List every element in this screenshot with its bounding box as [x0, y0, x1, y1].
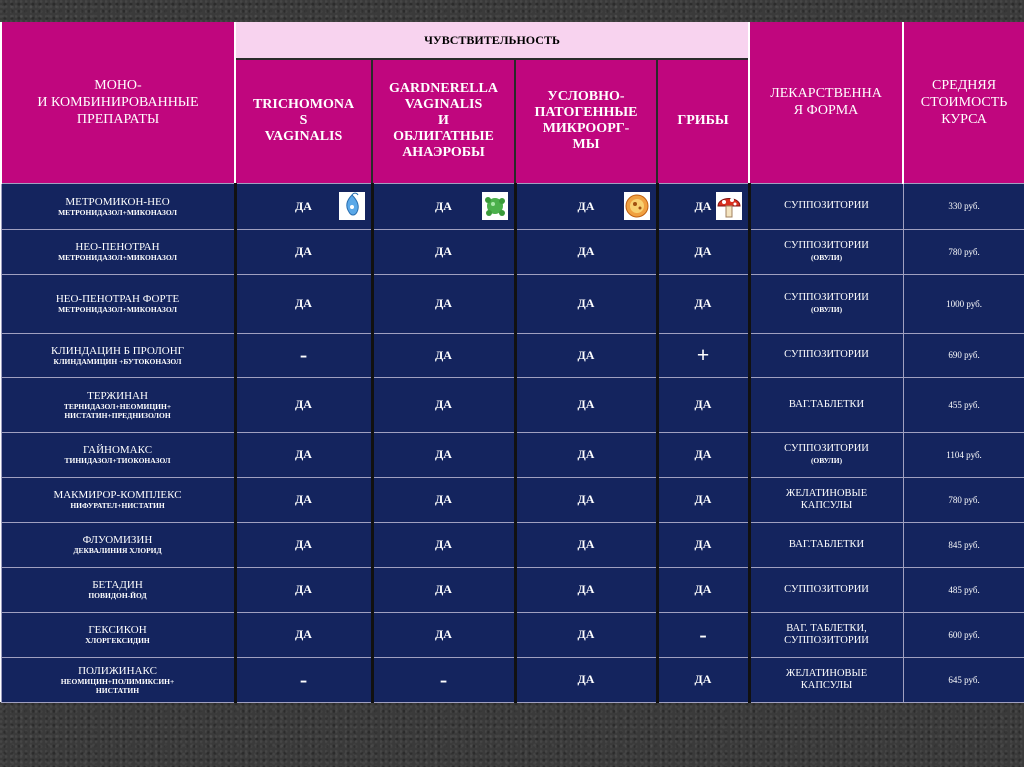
- drug-name: НЕО-ПЕНОТРАН ФОРТЕ: [55, 293, 180, 305]
- trichomonas-icon: [339, 192, 365, 220]
- header-sensitivity: [235, 22, 749, 59]
- header-fungi-text: ГРИБЫ: [677, 113, 729, 129]
- course-cost: 780 руб.: [903, 229, 1024, 274]
- drug-composition: КЛИНДАМИЦИН +БУТОКОНАЗОЛ: [53, 356, 182, 366]
- sensitivity-value: ДА: [295, 447, 312, 461]
- header-form: [749, 22, 903, 183]
- table-row: [1, 612, 1024, 657]
- table-row: [1, 432, 1024, 477]
- dosage-form-cell: [749, 377, 903, 432]
- sensitivity-value: ДА: [577, 198, 595, 213]
- course-cost: 845 руб.: [903, 522, 1024, 567]
- sensitivity-cell: [372, 183, 515, 229]
- sensitivity-value: ДА: [577, 672, 595, 686]
- sensitivity-cell: [235, 567, 372, 612]
- table-row: [1, 477, 1024, 522]
- course-cost: 485 руб.: [903, 567, 1024, 612]
- sensitivity-cell: [372, 432, 515, 477]
- drug-composition: НИФУРАТЕЛ+НИСТАТИН: [70, 501, 165, 510]
- sensitivity-value: -: [699, 621, 707, 647]
- sensitivity-value: ДА: [694, 296, 712, 310]
- dosage-form: СУППОЗИТОРИИ: [784, 239, 869, 251]
- sensitivity-value: ДА: [694, 397, 712, 411]
- sensitivity-cell: [657, 477, 749, 522]
- dosage-form: СУППОЗИТОРИИ: [784, 291, 869, 303]
- sensitivity-cell: [515, 274, 657, 333]
- drug-composition: ПОВИДОН-ЙОД: [88, 591, 147, 600]
- header-gardnerella: [372, 59, 515, 183]
- sensitivity-value: ДА: [295, 198, 312, 213]
- sensitivity-value: ДА: [435, 397, 452, 411]
- drug-name-cell: [1, 377, 235, 432]
- drug-name: МЕТРОМИКОН-НЕО: [65, 195, 170, 208]
- bacteria-icon: [482, 192, 508, 220]
- sensitivity-cell: [235, 657, 372, 702]
- slide: [0, 22, 1024, 702]
- course-cost: 645 руб.: [903, 657, 1024, 702]
- drug-composition: ТЕРНИДАЗОЛ+НЕОМИЦИН+ НИСТАТИН+ПРЕДНИЗОЛОН: [63, 401, 172, 420]
- sensitivity-value: ДА: [577, 296, 595, 310]
- sensitivity-cell: [515, 377, 657, 432]
- dosage-form-cell: [749, 183, 903, 229]
- sensitivity-value: ДА: [295, 537, 312, 551]
- drug-composition: ХЛОРГЕКСИДИН: [85, 636, 150, 645]
- sensitivity-value: -: [439, 666, 448, 692]
- table-row: [1, 274, 1024, 333]
- sensitivity-cell: [372, 274, 515, 333]
- sensitivity-value: ДА: [694, 492, 712, 506]
- header-conditional-text: УСЛОВНО- ПАТОГЕННЫЕ МИКРООРГ- МЫ: [534, 89, 638, 153]
- drug-composition: МЕТРОНИДАЗОЛ+МИКОНАЗОЛ: [58, 253, 177, 262]
- drug-name: ГЕКСИКОН: [88, 624, 147, 636]
- sensitivity-cell: [235, 612, 372, 657]
- sensitivity-value: ДА: [295, 296, 312, 310]
- dosage-form-cell: [749, 333, 903, 377]
- drug-name: БЕТАДИН: [92, 579, 143, 591]
- drug-name-cell: [1, 229, 235, 274]
- sensitivity-cell: [657, 567, 749, 612]
- sensitivity-value: ДА: [435, 347, 452, 362]
- sensitivity-value: ДА: [577, 447, 595, 461]
- sensitivity-value: ДА: [577, 492, 595, 506]
- table-row: [1, 333, 1024, 377]
- sensitivity-cell: [372, 657, 515, 702]
- sensitivity-value: ДА: [577, 347, 595, 362]
- drug-name-cell: [1, 657, 235, 702]
- sensitivity-cell: [235, 274, 372, 333]
- drug-name-cell: [1, 477, 235, 522]
- drug-name-cell: [1, 432, 235, 477]
- sensitivity-value: ДА: [577, 244, 595, 258]
- sensitivity-cell: [515, 477, 657, 522]
- header-drugs: [1, 22, 235, 183]
- sensitivity-cell: [657, 522, 749, 567]
- sensitivity-value: ДА: [295, 582, 312, 596]
- sensitivity-value: ДА: [295, 397, 312, 411]
- sensitivity-value: ДА: [295, 627, 312, 641]
- dosage-form-cell: [749, 657, 903, 702]
- dosage-form-cell: [749, 274, 903, 333]
- sensitivity-value: ДА: [435, 582, 452, 596]
- sensitivity-cell: [657, 183, 749, 229]
- course-cost: 1104 руб.: [903, 432, 1024, 477]
- dosage-form: ЖЕЛАТИНОВЫЕ КАПСУЛЫ: [785, 487, 868, 511]
- dosage-form-note: (ОВУЛИ): [810, 304, 843, 314]
- sensitivity-value: ДА: [435, 627, 452, 641]
- sensitivity-value: ДА: [577, 397, 595, 411]
- dosage-form-cell: [749, 477, 903, 522]
- drug-name: ФЛУОМИЗИН: [82, 534, 153, 546]
- sensitivity-cell: [657, 657, 749, 702]
- sensitivity-cell: [372, 567, 515, 612]
- sensitivity-value: ДА: [577, 627, 595, 641]
- sensitivity-value: ДА: [295, 244, 312, 258]
- sensitivity-value: +: [696, 342, 710, 367]
- dosage-form: ЖЕЛАТИНОВЫЕ КАПСУЛЫ: [785, 667, 868, 691]
- drug-composition: МЕТРОНИДАЗОЛ+МИКОНАЗОЛ: [58, 305, 177, 314]
- sensitivity-cell: [657, 432, 749, 477]
- dosage-form-cell: [749, 522, 903, 567]
- drug-name-cell: [1, 522, 235, 567]
- sensitivity-cell: [235, 377, 372, 432]
- drug-name: ГАЙНОМАКС: [82, 444, 153, 456]
- drug-name: ТЕРЖИНАН: [87, 389, 148, 402]
- drug-name-cell: [1, 274, 235, 333]
- sensitivity-value: ДА: [435, 537, 452, 551]
- sensitivity-cell: [515, 522, 657, 567]
- header-drugs-text: МОНО- И КОМБИНИРОВАННЫЕ ПРЕПАРАТЫ: [37, 77, 199, 127]
- drug-name: ПОЛИЖИНАКС: [78, 664, 157, 677]
- sensitivity-value: ДА: [694, 672, 712, 686]
- header-fungi: [657, 59, 749, 183]
- microorganism-icon: [624, 192, 650, 220]
- sensitivity-cell: [372, 522, 515, 567]
- sensitivity-value: -: [299, 666, 308, 692]
- drug-name: МАКМИРОР-КОМПЛЕКС: [53, 489, 182, 501]
- drug-composition: МЕТРОНИДАЗОЛ+МИКОНАЗОЛ: [58, 207, 177, 217]
- header-cost: [903, 22, 1024, 183]
- dosage-form: ВАГ.ТАБЛЕТКИ: [788, 538, 865, 550]
- table-row: [1, 183, 1024, 229]
- table-row: [1, 377, 1024, 432]
- mushroom-icon: [716, 192, 742, 220]
- sensitivity-cell: [372, 477, 515, 522]
- sensitivity-cell: [657, 377, 749, 432]
- sensitivity-cell: [657, 612, 749, 657]
- table-row: [1, 657, 1024, 702]
- dosage-form-note: (ОВУЛИ): [810, 455, 843, 465]
- sensitivity-cell: [235, 477, 372, 522]
- table-row: [1, 567, 1024, 612]
- sensitivity-value: -: [299, 342, 308, 367]
- course-cost: 780 руб.: [903, 477, 1024, 522]
- header-gardnerella-text: GARDNERELLA VAGINALIS И ОБЛИГАТНЫЕ АНАЭРОБЫ: [389, 81, 498, 161]
- course-cost: 690 руб.: [903, 333, 1024, 377]
- drug-name-cell: [1, 612, 235, 657]
- sensitivity-value: ДА: [295, 492, 312, 506]
- drug-comparison-table: [0, 22, 1024, 703]
- sensitivity-value: ДА: [577, 537, 595, 551]
- header-trichomonas-text: TRICHOMONA S VAGINALIS: [252, 97, 355, 145]
- drug-name-cell: [1, 183, 235, 229]
- sensitivity-value: ДА: [435, 198, 452, 213]
- table-row: [1, 229, 1024, 274]
- sensitivity-cell: [235, 432, 372, 477]
- drug-name: НЕО-ПЕНОТРАН: [75, 241, 160, 253]
- sensitivity-value: ДА: [694, 447, 712, 461]
- header-sensitivity-text: ЧУВСТВИТЕЛЬНОСТЬ: [424, 32, 560, 47]
- header-trichomonas: [235, 59, 372, 183]
- course-cost: 330 руб.: [903, 183, 1024, 229]
- header-form-text: ЛЕКАРСТВЕННА Я ФОРМА: [770, 86, 882, 119]
- sensitivity-value: ДА: [435, 447, 452, 461]
- header-cost-text: СРЕДНЯЯ СТОИМОСТЬ КУРСА: [920, 77, 1008, 127]
- sensitivity-cell: [515, 432, 657, 477]
- dosage-form: СУППОЗИТОРИИ: [784, 442, 869, 454]
- sensitivity-cell: [515, 229, 657, 274]
- drug-composition: ДЕКВАЛИНИЯ ХЛОРИД: [73, 546, 162, 555]
- drug-name: КЛИНДАЦИН Б ПРОЛОНГ: [50, 344, 185, 357]
- sensitivity-cell: [515, 567, 657, 612]
- sensitivity-value: ДА: [694, 198, 712, 213]
- header-conditional: [515, 59, 657, 183]
- drug-name-cell: [1, 333, 235, 377]
- sensitivity-value: ДА: [435, 492, 452, 506]
- table-row: [1, 522, 1024, 567]
- dosage-form-note: (ОВУЛИ): [810, 252, 843, 262]
- course-cost: 1000 руб.: [903, 274, 1024, 333]
- course-cost: 455 руб.: [903, 377, 1024, 432]
- dosage-form: ВАГ. ТАБЛЕТКИ, СУППОЗИТОРИИ: [784, 622, 869, 646]
- sensitivity-value: ДА: [435, 296, 452, 310]
- sensitivity-cell: [235, 229, 372, 274]
- sensitivity-cell: [515, 657, 657, 702]
- drug-composition: НЕОМИЦИН+ПОЛИМИКСИН+ НИСТАТИН: [60, 676, 175, 695]
- drug-composition: ТИНИДАЗОЛ+ТИОКОНАЗОЛ: [64, 456, 171, 465]
- sensitivity-value: ДА: [577, 582, 595, 596]
- dosage-form: СУППОЗИТОРИИ: [784, 349, 869, 360]
- dosage-form-cell: [749, 567, 903, 612]
- sensitivity-value: ДА: [694, 244, 712, 258]
- sensitivity-cell: [515, 612, 657, 657]
- dosage-form: ВАГ.ТАБЛЕТКИ: [788, 398, 865, 410]
- sensitivity-cell: [372, 229, 515, 274]
- sensitivity-value: ДА: [694, 537, 712, 551]
- sensitivity-value: ДА: [694, 582, 712, 596]
- sensitivity-cell: [235, 183, 372, 229]
- sensitivity-cell: [235, 522, 372, 567]
- sensitivity-cell: [372, 612, 515, 657]
- dosage-form-cell: [749, 229, 903, 274]
- dosage-form-cell: [749, 612, 903, 657]
- drug-name-cell: [1, 567, 235, 612]
- sensitivity-cell: [515, 333, 657, 377]
- sensitivity-cell: [515, 183, 657, 229]
- sensitivity-cell: [372, 377, 515, 432]
- sensitivity-cell: [657, 229, 749, 274]
- course-cost: 600 руб.: [903, 612, 1024, 657]
- sensitivity-cell: [235, 333, 372, 377]
- sensitivity-cell: [657, 333, 749, 377]
- dosage-form-cell: [749, 432, 903, 477]
- sensitivity-value: ДА: [435, 244, 452, 258]
- table-body: [1, 183, 1024, 702]
- dosage-form: СУППОЗИТОРИИ: [784, 200, 869, 211]
- sensitivity-cell: [372, 333, 515, 377]
- sensitivity-cell: [657, 274, 749, 333]
- dosage-form: СУППОЗИТОРИИ: [784, 583, 869, 595]
